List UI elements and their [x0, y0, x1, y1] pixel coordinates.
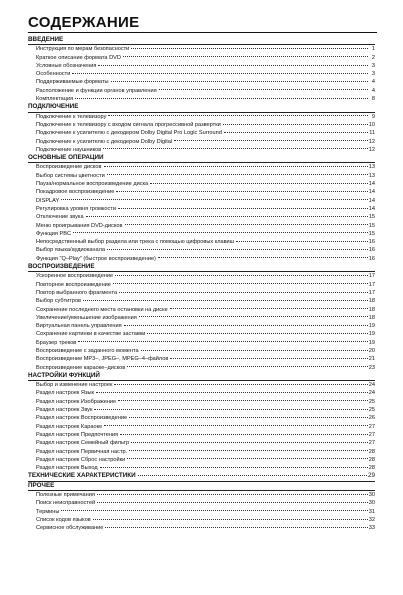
- dot-leader: [108, 115, 368, 116]
- toc-entry: [28, 347, 375, 355]
- toc-page-number: 31: [368, 508, 375, 515]
- toc-entry-title: Раздел настроек Звук: [36, 407, 93, 414]
- toc-entry-title: Условные обозначения: [36, 62, 97, 69]
- toc-entry-title: Увеличение/уменьшение изображения: [36, 314, 137, 321]
- toc-page-number: 33: [368, 525, 375, 532]
- dot-leader: [139, 316, 368, 317]
- toc-entry: [28, 289, 375, 297]
- toc-entry: [28, 472, 375, 481]
- dot-leader: [61, 199, 368, 200]
- toc-entry-title: Повторное воспроизведение: [36, 281, 111, 288]
- toc-entry: [28, 355, 375, 363]
- toc-page-number: 19: [368, 339, 375, 346]
- toc-entry-title: Функция PBC: [36, 230, 71, 237]
- toc-page-number: 15: [368, 222, 375, 229]
- dot-leader: [78, 341, 367, 342]
- toc-entry-title: Раздел настроек Сброс настройки: [36, 456, 126, 463]
- dot-leader: [138, 475, 367, 476]
- toc-page-number: 13: [368, 172, 375, 179]
- toc-entry: [28, 172, 375, 180]
- toc-entry-title: Воспроизведение караоке–дисков: [36, 364, 126, 371]
- dot-leader: [103, 148, 368, 149]
- toc-entry: [28, 389, 375, 397]
- toc-entry: [28, 163, 375, 171]
- toc-page-number: 18: [368, 314, 375, 321]
- dot-leader: [75, 98, 368, 99]
- dot-leader: [61, 510, 367, 511]
- toc-page-number: 14: [368, 189, 375, 196]
- toc-page-number: 3: [371, 71, 375, 78]
- toc-entry: [28, 113, 375, 121]
- toc-page-number: 14: [368, 205, 375, 212]
- toc-entry: [28, 180, 375, 188]
- toc-page-number: 14: [368, 197, 375, 204]
- section-heading: ВОСПРОИЗВЕДЕНИЕ: [28, 263, 375, 272]
- toc-page-number: 9: [371, 113, 375, 120]
- toc-entry: [28, 205, 375, 213]
- dot-leader: [120, 434, 368, 435]
- toc-entry: [28, 272, 375, 280]
- dot-leader: [129, 450, 368, 451]
- toc-page-number: 3: [371, 62, 375, 69]
- toc-entry: [28, 306, 375, 314]
- dot-leader: [116, 191, 367, 192]
- toc-entry-title: Выбор системы цветности: [36, 172, 105, 179]
- toc-entry: [28, 255, 375, 263]
- toc-entry-title: Подключение к телевизору: [36, 113, 107, 120]
- dot-leader: [104, 166, 368, 167]
- toc-entry-title: Виртуальная панель управления: [36, 323, 122, 330]
- toc-page-number: 16: [368, 255, 375, 262]
- dot-leader: [83, 300, 368, 301]
- dot-leader: [127, 458, 368, 459]
- dot-leader: [97, 494, 368, 495]
- toc-entry-title: Выбор субтитров: [36, 298, 82, 305]
- toc-entry: [28, 339, 375, 347]
- dot-leader: [223, 124, 368, 125]
- toc-entry: [28, 524, 375, 532]
- toc-page-number: 4: [371, 87, 375, 94]
- dot-leader: [174, 140, 368, 141]
- dot-leader: [111, 81, 368, 82]
- toc-page-number: 12: [368, 146, 375, 153]
- toc-entry: [28, 62, 375, 70]
- toc-entry: [28, 423, 375, 431]
- toc-entry: [28, 516, 375, 524]
- toc-page-number: 10: [368, 121, 375, 128]
- dot-leader: [72, 73, 368, 74]
- toc-entry: [28, 197, 375, 205]
- toc-entry-title: Комплектация: [36, 96, 74, 103]
- toc-entry-title: Функция "Q–Play" (быстрое воспроизведение): [36, 255, 156, 262]
- toc-page-number: 19: [368, 323, 375, 330]
- dot-leader: [170, 308, 368, 309]
- toc-entry: [28, 188, 375, 196]
- toc-page-number: 32: [368, 516, 375, 523]
- toc-entry-title: ТЕХНИЧЕСКИЕ ХАРАКТЕРИСТИКИ: [28, 472, 136, 480]
- dot-leader: [96, 392, 368, 393]
- toc-page-number: 16: [368, 247, 375, 254]
- toc-entry: [28, 508, 375, 516]
- toc-page-number: 16: [368, 239, 375, 246]
- toc-page-number: 15: [368, 214, 375, 221]
- dot-leader: [125, 224, 368, 225]
- toc-page-number: 25: [368, 407, 375, 414]
- toc-entry-title: Выбор языка/аудиоканала: [36, 247, 105, 254]
- toc-entry-title: Отключение звука: [36, 214, 84, 221]
- dot-leader: [119, 292, 368, 293]
- toc-entry-title: Поиск неисправностей: [36, 500, 96, 507]
- toc-entry-title: Подключение к усилителю с декодером Dolby Digital: [36, 138, 173, 145]
- toc-page-number: 18: [368, 306, 375, 313]
- toc-entry: [28, 439, 375, 447]
- dot-leader: [107, 174, 368, 175]
- dot-leader: [236, 241, 368, 242]
- toc-entry: [28, 414, 375, 422]
- toc-page-number: 24: [368, 390, 375, 397]
- dot-leader: [107, 249, 368, 250]
- dot-leader: [118, 400, 368, 401]
- dot-leader: [158, 257, 368, 258]
- toc-entry-title: Покадровое воспроизведение: [36, 189, 115, 196]
- toc-entry: [28, 314, 375, 322]
- toc-page-number: 8: [371, 96, 375, 103]
- dot-leader: [105, 527, 367, 528]
- toc-page-number: 17: [368, 273, 375, 280]
- toc-entry-title: Меню проигрывания DVD-дисков: [36, 222, 123, 229]
- dot-leader: [118, 208, 368, 209]
- toc-entry: [28, 322, 375, 330]
- table-of-contents: [28, 36, 375, 533]
- dot-leader: [159, 89, 368, 90]
- toc-entry-title: DISPLAY: [36, 197, 60, 204]
- toc-entry-title: Раздел настроек Первичная настр.: [36, 448, 128, 455]
- dot-leader: [98, 65, 368, 66]
- toc-entry-title: Раздел настроек Предпочтения: [36, 431, 119, 438]
- dot-leader: [224, 132, 368, 133]
- toc-entry: [28, 246, 375, 254]
- toc-page-number: 24: [368, 382, 375, 389]
- toc-entry: [28, 431, 375, 439]
- title-rule: [28, 32, 377, 33]
- toc-page-number: 30: [368, 500, 375, 507]
- toc-entry-title: Список кодов языков: [36, 516, 91, 523]
- toc-page-number: 1: [371, 46, 375, 53]
- toc-page-number: 2: [371, 54, 375, 61]
- toc-page-number: 21: [368, 356, 375, 363]
- toc-page-number: 13: [368, 164, 375, 171]
- toc-page-number: 17: [368, 281, 375, 288]
- toc-entry-title: Подключение к телевизору с входом сигнала прогрессивной развертки: [36, 121, 221, 128]
- toc-entry-title: Термины: [36, 508, 60, 515]
- dot-leader: [94, 409, 367, 410]
- dot-leader: [114, 384, 367, 385]
- toc-entry: [28, 129, 375, 137]
- dot-leader: [150, 183, 368, 184]
- toc-entry-title: Сервисное обслуживание: [36, 525, 104, 532]
- toc-entry: [28, 364, 375, 372]
- toc-page-number: 23: [368, 364, 375, 371]
- toc-entry: [28, 87, 375, 95]
- toc-entry: [28, 238, 375, 246]
- toc-page-number: 28: [368, 456, 375, 463]
- toc-entry: [28, 138, 375, 146]
- toc-entry: [28, 146, 375, 154]
- toc-entry: [28, 456, 375, 464]
- toc-page-number: 26: [368, 415, 375, 422]
- toc-page-number: 28: [368, 448, 375, 455]
- toc-entry-title: Пауза/нормальное воспроизведение диска: [36, 181, 149, 188]
- toc-entry-title: Непосредственный выбор раздела или трека с помощью цифровых клавиш: [36, 239, 235, 246]
- toc-page-number: 15: [368, 230, 375, 237]
- dot-leader: [141, 350, 368, 351]
- toc-entry: [28, 121, 375, 129]
- toc-entry-title: Воспроизведение дисков: [36, 164, 102, 171]
- toc-entry-title: Инструкция по мерам безопасности: [36, 46, 130, 53]
- toc-entry-title: Раздел настроек Караоке: [36, 423, 103, 430]
- dot-leader: [104, 425, 368, 426]
- toc-entry-title: Поддерживаемые форматы: [36, 79, 109, 86]
- section-heading: ОСНОВНЫЕ ОПЕРАЦИИ: [28, 154, 375, 163]
- dot-leader: [170, 358, 367, 359]
- toc-entry: [28, 281, 375, 289]
- toc-entry: [28, 406, 375, 414]
- toc-entry: [28, 213, 375, 221]
- toc-entry-title: Воспроизведение MP3–, JPEG–, MPEG–4–файлов: [36, 356, 169, 363]
- toc-page-number: 27: [368, 440, 375, 447]
- dot-leader: [127, 366, 368, 367]
- toc-entry: [28, 330, 375, 338]
- toc-page-number: 17: [368, 289, 375, 296]
- dot-leader: [124, 325, 368, 326]
- section-heading: ПРОЧЕЕ: [28, 482, 375, 491]
- dot-leader: [93, 519, 368, 520]
- toc-entry-title: Повтор выбранного фрагмента: [36, 289, 118, 296]
- toc-entry: [28, 70, 375, 78]
- toc-page-number: 27: [368, 431, 375, 438]
- toc-entry: [28, 398, 375, 406]
- section-heading: ВВЕДЕНИЕ: [28, 36, 375, 45]
- toc-page-number: 20: [368, 347, 375, 354]
- dot-leader: [129, 417, 368, 418]
- toc-entry-title: Сохранение последнего места остановки на диске: [36, 306, 168, 313]
- toc-entry-title: Краткое описание формата DVD: [36, 54, 121, 61]
- toc-entry: [28, 464, 375, 472]
- toc-page-number: 30: [368, 492, 375, 499]
- dot-leader: [131, 442, 368, 443]
- dot-leader: [113, 283, 368, 284]
- toc-entry: [28, 45, 375, 53]
- toc-entry: [28, 491, 375, 499]
- toc-page-number: 11: [369, 130, 375, 137]
- toc-entry-title: Браузер треков: [36, 339, 77, 346]
- dot-leader: [147, 333, 367, 334]
- toc-page-number: 14: [368, 181, 375, 188]
- toc-entry-title: Расположение и функции органов управления: [36, 87, 157, 94]
- dot-leader: [86, 216, 368, 217]
- toc-entry-title: Сохранение картинки в качестве заставки: [36, 331, 146, 338]
- toc-page-number: 4: [371, 79, 375, 86]
- toc-entry: [28, 95, 375, 103]
- toc-entry-title: Воспроизведение с заданного момента: [36, 347, 139, 354]
- toc-entry-title: Полезные примечания: [36, 492, 95, 499]
- toc-page-number: 27: [368, 423, 375, 430]
- toc-entry-title: Особенности: [36, 71, 71, 78]
- toc-entry: [28, 297, 375, 305]
- toc-entry-title: Подключение к усилителю с декодером Dolby Digital Pro Logic Surround: [36, 130, 222, 137]
- toc-entry-title: Ускоренное воспроизведение: [36, 273, 114, 280]
- toc-entry-title: Раздел настроек Семейный фильтр: [36, 440, 130, 447]
- toc-entry-title: Раздел настроек Воспроизведение: [36, 415, 128, 422]
- toc-entry: [28, 499, 375, 507]
- toc-entry-title: Выбор и изменение настроек: [36, 382, 113, 389]
- toc-page-number: 28: [368, 465, 375, 472]
- toc-page-number: 12: [368, 138, 375, 145]
- toc-entry: [28, 54, 375, 62]
- section-heading: ПОДКЛЮЧЕНИЕ: [28, 103, 375, 112]
- dot-leader: [73, 232, 368, 233]
- toc-entry: [28, 78, 375, 86]
- dot-leader: [115, 275, 368, 276]
- toc-entry: [28, 381, 375, 389]
- toc-entry-title: Раздел настроек Выход: [36, 465, 98, 472]
- page-title: СОДЕРЖАНИЕ: [28, 14, 140, 31]
- toc-entry-title: Раздел настроек Язык: [36, 390, 95, 397]
- toc-entry: [28, 448, 375, 456]
- toc-entry-title: Подключение наушников: [36, 146, 102, 153]
- dot-leader: [131, 48, 368, 49]
- toc-entry: [28, 222, 375, 230]
- section-heading: НАСТРОЙКИ ФУНКЦИЙ: [28, 372, 375, 381]
- toc-page-number: 19: [368, 331, 375, 338]
- toc-entry-title: Регулировка уровня громкости: [36, 205, 116, 212]
- dot-leader: [123, 56, 368, 57]
- toc-page-number: 18: [368, 298, 375, 305]
- toc-entry: [28, 230, 375, 238]
- dot-leader: [100, 467, 368, 468]
- dot-leader: [97, 502, 368, 503]
- toc-entry-title: Раздел настроек Изображение: [36, 398, 117, 405]
- toc-page-number: 29: [367, 472, 375, 480]
- toc-page-number: 25: [368, 398, 375, 405]
